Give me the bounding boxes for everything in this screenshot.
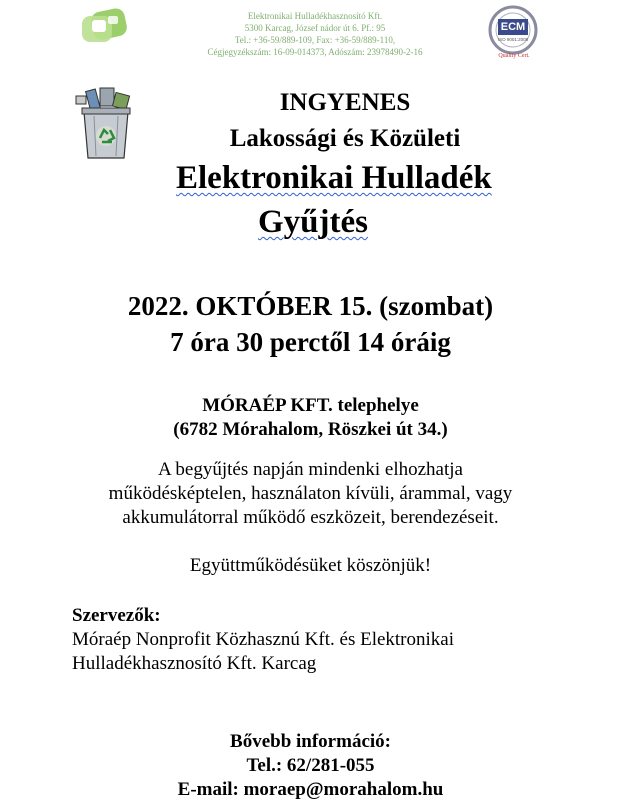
organizers-line-1: Móraép Nonprofit Közhasznú Kft. és Elektronikai [72,629,455,650]
cert-ring-text: ISO 9001:2008 [497,37,529,42]
contact-email: E-mail: moraep@morahalom.hu [177,779,444,800]
thanks-text: Együttműködésüket köszönjük! [189,555,432,576]
company-logo [78,6,134,46]
cert-caption: Quality Cert. [498,53,530,59]
iso-cert-seal [485,4,541,60]
description-line-2: működésképtelen, használaton kívüli, árammal, vagy [108,483,513,504]
cert-logo-text: ECM [500,21,526,33]
recycle-bin-icon [74,86,138,162]
company-name: Elektronikai Hulladékhasznosító Kft. [247,11,383,21]
company-address: 5300 Karcag, József nádor út 6. Pf.: 95 [244,23,386,33]
title-main-text: Elektronikai Hulladék [176,160,492,196]
contact-phone: Tel.: 62/281-055 [246,755,375,776]
description-line-3: akkumulátorral működő eszközeit, berendezéseit. [122,507,499,528]
company-registration: Cégjegyzékszám: 16-09-014373, Adószám: 23978490-2-16 [207,47,423,57]
description-line-1: A begyűjtés napján mindenki elhozhatja [158,459,463,480]
organizers-line-2: Hulladékhasznosító Kft. Karcag [72,653,317,674]
location-name: MÓRAÉP KFT. telephelye [202,395,419,416]
title-free: INGYENES [279,89,411,116]
company-phone: Tel.: +36-59/889-109, Fax: +36-59/889-110, [234,35,396,45]
location-address: (6782 Mórahalom, Röszkei út 34.) [173,419,448,440]
title-collection-text: Gyűjtés [258,204,368,240]
title-collection [258,202,458,242]
contact-heading: Bővebb információ: [230,731,391,752]
title-main [176,158,596,198]
organizers-heading: Szervezők: [72,605,161,626]
event-date: 2022. OKTÓBER 15. (szombat) [127,291,494,321]
event-time: 7 óra 30 perctől 14 óráig [170,327,451,357]
title-audience: Lakossági és Közületi [229,125,461,152]
